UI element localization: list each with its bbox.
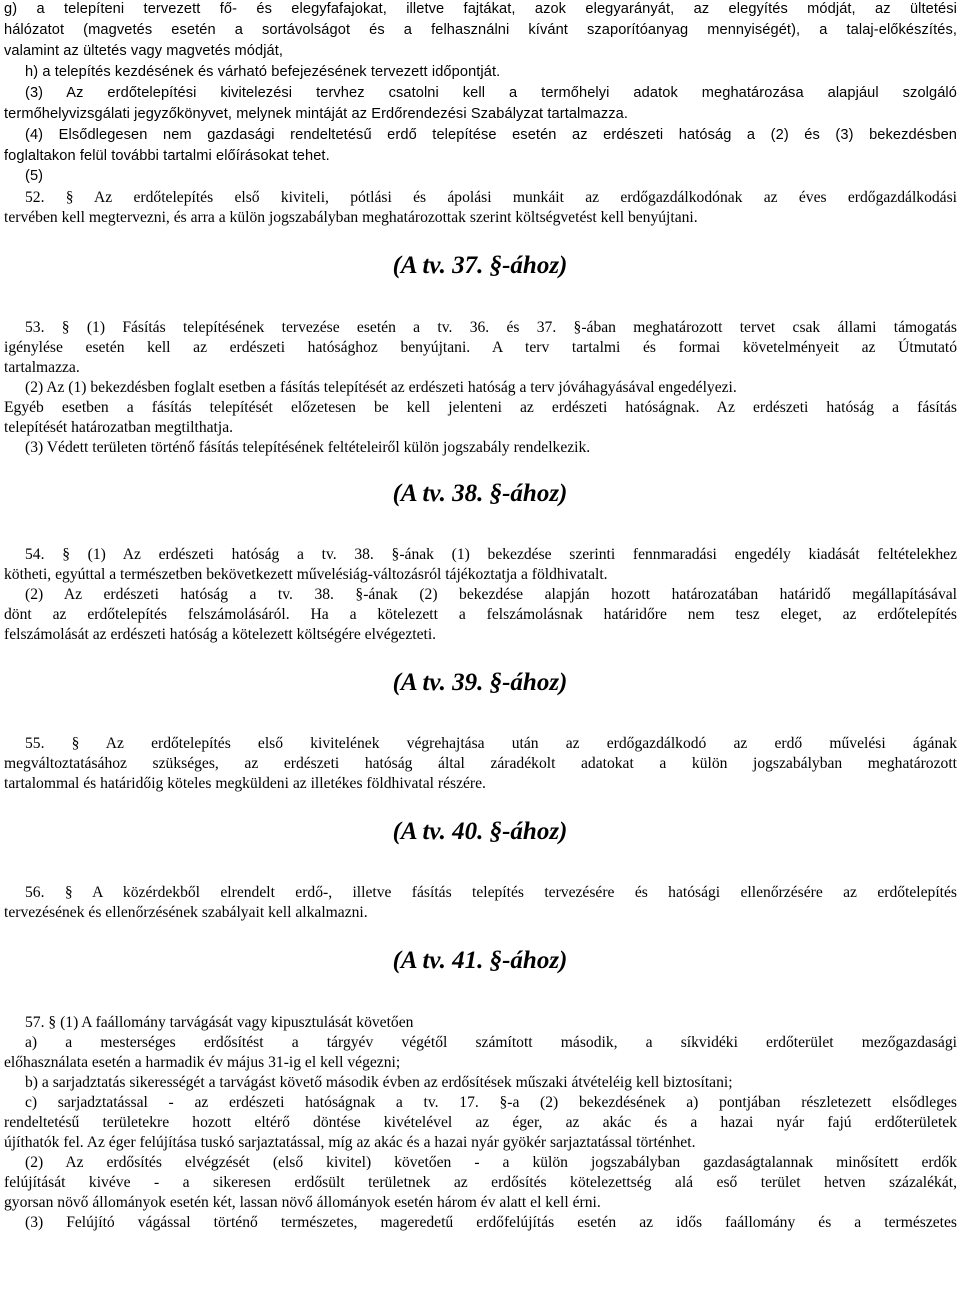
text-line: (4) Elsődlegesen nem gazdasági rendeltetésű erdő telepítése esetén az erdészeti hatóság a (2) és (3) bekezdésben	[25, 127, 957, 143]
paragraph-52-line: 52. § Az erdőtelepítés első kiviteli, pótlási és ápolási munkáit az erdőgazdálkodónak az éves erdőgazdálkodási	[25, 189, 957, 206]
text-line: (3) Felújító vágással történő természetes, mageredetű erdőfelújítás esetén az idős faállomány és a természetes	[25, 1214, 957, 1231]
section-heading: (A tv. 40. §-ához)	[392, 818, 568, 845]
text-line: (5)	[25, 168, 44, 184]
text-line: termőhelyvizsgálati jegyzőkönyvet, melynek mintáját az Erdőrendezési Szabályzat tartalmazza.	[4, 106, 629, 122]
text-line: kötheti, egyúttal a természetben bekövetkezett művelésiág-változásról tájékoztatja a földhivatalt.	[4, 566, 608, 583]
text-line: előhasználata esetén a harmadik év május 31-ig el kell végezni;	[4, 1054, 401, 1071]
text-line: felszámolását az erdészeti hatóság a kötelezett költségére elvégezteti.	[4, 626, 437, 643]
text-line: h) a telepítés kezdésének és várható befejezésének tervezett időpontját.	[25, 64, 501, 80]
text-line: tervezésének és ellenőrzésének szabályait kell alkalmazni.	[4, 904, 368, 921]
text-line: igénylése esetén kell az erdészeti hatósághoz benyújtani. A terv tartalmi és formai követelményeit az Útmutató	[4, 339, 957, 356]
paragraph-56-line: 56. § A közérdekből elrendelt erdő-, illetve fásítás telepítés tervezésére és hatósági ellenőrzésére az erdőtelepítés	[25, 884, 957, 901]
text-line: gyorsan növő állományok esetén két, lassan növő állományok esetén három év alatt el kell érni.	[4, 1194, 601, 1211]
text-line: dönt az erdőtelepítés felszámolásáról. Ha a kötelezett a felszámolásnak határidőre nem tesz eleget, az erdőtelepítés	[4, 606, 957, 623]
text-line: b) a sarjadztatás sikerességét a tarvágást követő második évben az erdősítések műszaki átvételéig kell biztosítani;	[25, 1074, 733, 1091]
text-line: c) sarjadztatással - az erdészeti hatóságnak a tv. 17. §-a (2) bekezdésének a) pontjában részletezett elsődleges	[25, 1094, 957, 1111]
text-line: (2) Az erdősítés elvégzését (első kivitel) követően - a külön jogszabályban gazdaságtalannak minősített erdők	[25, 1154, 957, 1171]
text-line: g) a telepíteni tervezett fő- és elegyfafajokat, illetve fajtákat, azok elegyarányát, az elegyítés módját, az ültetési	[4, 1, 957, 17]
text-line: rendeltetésű területekre hozott eltérő döntése kivételével az éger, az akác és a hazai nyár fajú erdőterületek	[4, 1114, 957, 1131]
paragraph-57-line: 57. § (1) A faállomány tarvágását vagy kipusztulását követően	[25, 1014, 414, 1031]
text-line: tartalmazza.	[4, 359, 80, 376]
text-line: hálózatot (magvetés esetén a sortávolságot és a felhasználni kívánt szaporítóanyag mennyiségét), a talaj-előkészítés,	[4, 22, 957, 38]
paragraph-55-line: 55. § Az erdőtelepítés első kivitelének végrehajtása után az erdőgazdálkodó az erdő művelési ágának	[25, 735, 957, 752]
text-line: foglaltakon felül további tartalmi előírásokat tehet.	[4, 148, 330, 164]
text-line: újíthatók fel. Az éger felújítása tuskó sarjaztatással, míg az akác és a hazai nyár gyökér sarjaztatással történhet.	[4, 1134, 696, 1151]
section-heading: (A tv. 38. §-ához)	[392, 480, 568, 507]
text-line: telepítését határozatban megtilthatja.	[4, 419, 234, 436]
text-line: (2) Az erdészeti hatóság a tv. 38. §-ának (2) bekezdése alapján hozott határozatában határidő megállapításával	[25, 586, 957, 603]
text-line: megváltoztatásához szükséges, az erdészeti hatóság által záradékolt adatokat a külön jogszabályban meghatározott	[4, 755, 957, 772]
paragraph-53-line: 53. § (1) Fásítás telepítésének tervezése esetén a tv. 36. és 37. §-ában meghatározott tervet csak állami támogatás	[25, 319, 957, 336]
text-line: (2) Az (1) bekezdésben foglalt esetben a fásítás telepítését az erdészeti hatóság a terv jóváhagyásával engedélyezi.	[25, 379, 737, 396]
text-line: tervében kell megtervezni, és arra a külön jogszabályban meghatározottak szerint költségvetést kell benyújtani.	[4, 209, 698, 226]
section-heading: (A tv. 37. §-ához)	[392, 252, 568, 279]
text-line: valamint az ültetés vagy magvetés módját,	[4, 43, 284, 59]
text-line: Egyéb esetben a fásítás telepítését előzetesen be kell jelenteni az erdészeti hatóságnak. Az erdészeti hatóság a fásítás	[4, 399, 957, 416]
text-line: tartalommal és határidőig köteles megküldeni az illetékes földhivatal részére.	[4, 775, 486, 792]
text-line: (3) Az erdőtelepítési kivitelezési tervhez csatolni kell a termőhelyi adatok meghatározása alapjául szolgáló	[25, 85, 957, 101]
section-heading: (A tv. 41. §-ához)	[392, 947, 568, 974]
paragraph-54-line: 54. § (1) Az erdészeti hatóság a tv. 38. §-ának (1) bekezdése szerinti fennmaradási engedély kiadását feltételekhez	[25, 546, 957, 563]
text-line: (3) Védett területen történő fásítás telepítésének feltételeiről külön jogszabály rendelkezik.	[25, 439, 591, 456]
text-line: felújítását kivéve - a sikeresen erdősült területnek az erdősítés kötelezettség alá eső terület hetven százalékát,	[4, 1174, 957, 1191]
section-heading: (A tv. 39. §-ához)	[392, 669, 568, 696]
text-line: a) a mesterséges erdősítést a tárgyév végétől számított második, a síkvidéki erdőterület mezőgazdasági	[25, 1034, 957, 1051]
